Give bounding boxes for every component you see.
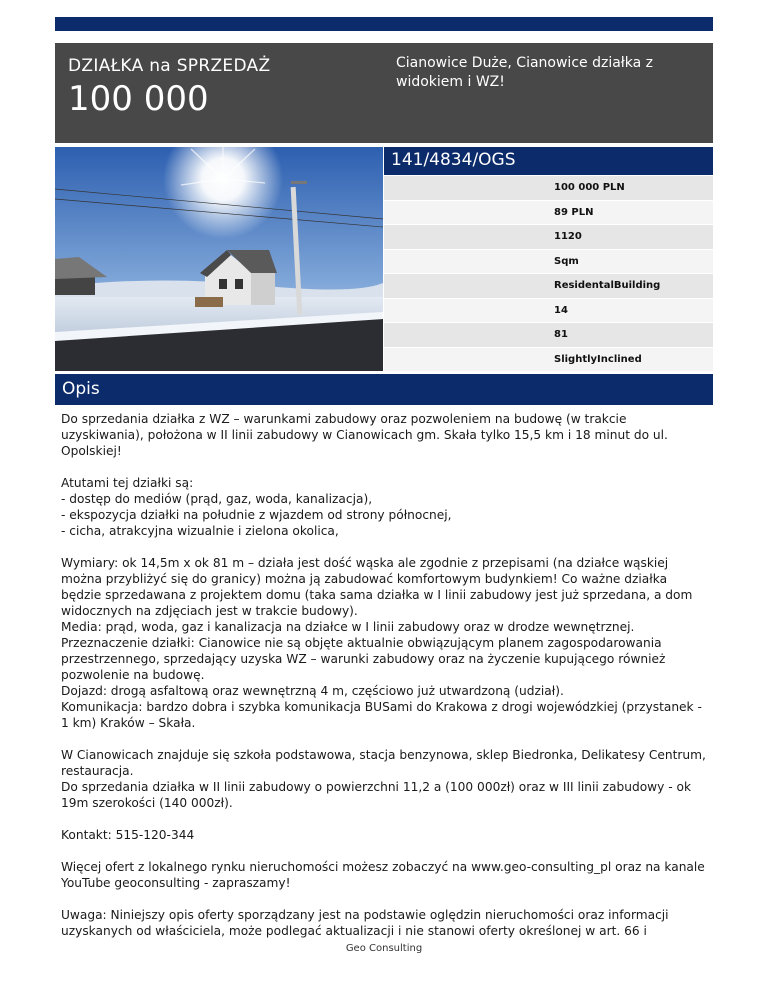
detail-row-purpose: ResidentalBuilding [384, 274, 713, 298]
listing-title: Cianowice Duże, Cianowice działka z widokiem i WZ! [396, 55, 654, 90]
description-line: Przeznaczenie działki: Cianowice nie są objęte aktualnie obwiązującym planem zagospodarowania przestrzennego, sprzedający uzyska WZ – warunki zabudowy oraz na życzenie kupującego również pozwolenie na budowę. [61, 636, 666, 682]
detail-row-length: 81 [384, 323, 713, 347]
detail-row-area: 1120 [384, 225, 713, 249]
reference-number-bar [384, 147, 713, 175]
description-paragraph [61, 907, 709, 939]
description-paragraph [61, 859, 709, 891]
top-accent-bar [55, 17, 713, 31]
description-line: Dojazd: drogą asfaltową oraz wewnętrzną 4 m, częściowo już utwardzoną (udział). [61, 684, 564, 698]
detail-row-price-per-unit: 89 PLN [384, 201, 713, 225]
description-line: - ekspozycja działki na południe z wjazdem od strony północnej, [61, 508, 452, 522]
description-line: Do sprzedania działka w II linii zabudowy o powierzchni 11,2 a (100 000zł) oraz w III linii zabudowy - ok 19m szerokości (140 000zł). [61, 780, 692, 810]
description-line: Komunikacja: bardzo dobra i szybka komunikacja BUSami do Krakowa z drogi wojewódzkiej (przystanek - 1 km) Kraków – Skała. [61, 700, 702, 730]
detail-row-area-unit: Sqm [384, 250, 713, 274]
details-table [384, 176, 713, 372]
description-paragraph [61, 411, 709, 459]
detail-row-terrain: SlightlyInclined [384, 348, 713, 372]
description-line: W Cianowicach znajduje się szkoła podstawowa, stacja benzynowa, sklep Biedronka, Delikatesy Centrum, restauracja. [61, 748, 706, 778]
description-paragraph [61, 555, 709, 731]
listing-type-label: DZIAŁKA na SPRZEDAŻ [68, 56, 271, 76]
footer-company: Geo Consulting [345, 943, 423, 954]
description-line: Uwaga: Niniejszy opis oferty sporządzany jest na podstawie oględzin nieruchomości oraz informacji uzyskanych od właściciela, może podlegać aktualizacji i nie stanowi oferty określonej w art. 66 i [61, 908, 669, 938]
description-heading: Opis [62, 379, 100, 399]
description-paragraph [61, 827, 709, 843]
description-line: Atutami tej działki są: [61, 476, 194, 490]
description-body [61, 411, 709, 955]
listing-price: 100 000 [68, 79, 209, 119]
description-paragraph [61, 475, 709, 539]
description-line: - cicha, atrakcyjna wizualnie i zielona okolica, [61, 524, 339, 538]
description-heading-bar [55, 374, 713, 405]
reference-number: 141/4834/OGS [391, 150, 516, 170]
description-paragraph [61, 747, 709, 811]
description-line: Do sprzedania działka z WZ – warunkami zabudowy oraz pozwoleniem na budowę (w trakcie uzyskiwania), położona w II linii zabudowy w Cianowicach gm. Skała tylko 15,5 km i 18 minut do ul. Opolskiej! [61, 412, 668, 458]
detail-row-price: 100 000 PLN [384, 176, 713, 200]
property-photo [55, 147, 383, 371]
detail-row-width: 14 [384, 299, 713, 323]
description-line: Kontakt: 515-120-344 [61, 828, 195, 842]
listing-header [55, 43, 713, 143]
description-line: Wymiary: ok 14,5m x ok 81 m – działa jest dość wąska ale zgodnie z przepisami (na działce wąskiej można przybliżyć się do granicy) można ją zabudować komfortowym budynkiem! Co ważne działka będzie sprzedawana z projektem domu (taka sama działka w I linii zabudowy jest już sprzedana, a dom widocznych na zdjęciach jest w trakcie budowy). [61, 556, 693, 618]
description-line: - dostęp do mediów (prąd, gaz, woda, kanalizacja), [61, 492, 373, 506]
description-line: Media: prąd, woda, gaz i kanalizacja na działce w I linii zabudowy oraz w drodze wewnętrznej. [61, 620, 635, 634]
description-line: Więcej ofert z lokalnego rynku nieruchomości możesz zobaczyć na www.geo-consulting_pl oraz na kanale YouTube geoconsulting - zapraszamy! [61, 860, 705, 890]
